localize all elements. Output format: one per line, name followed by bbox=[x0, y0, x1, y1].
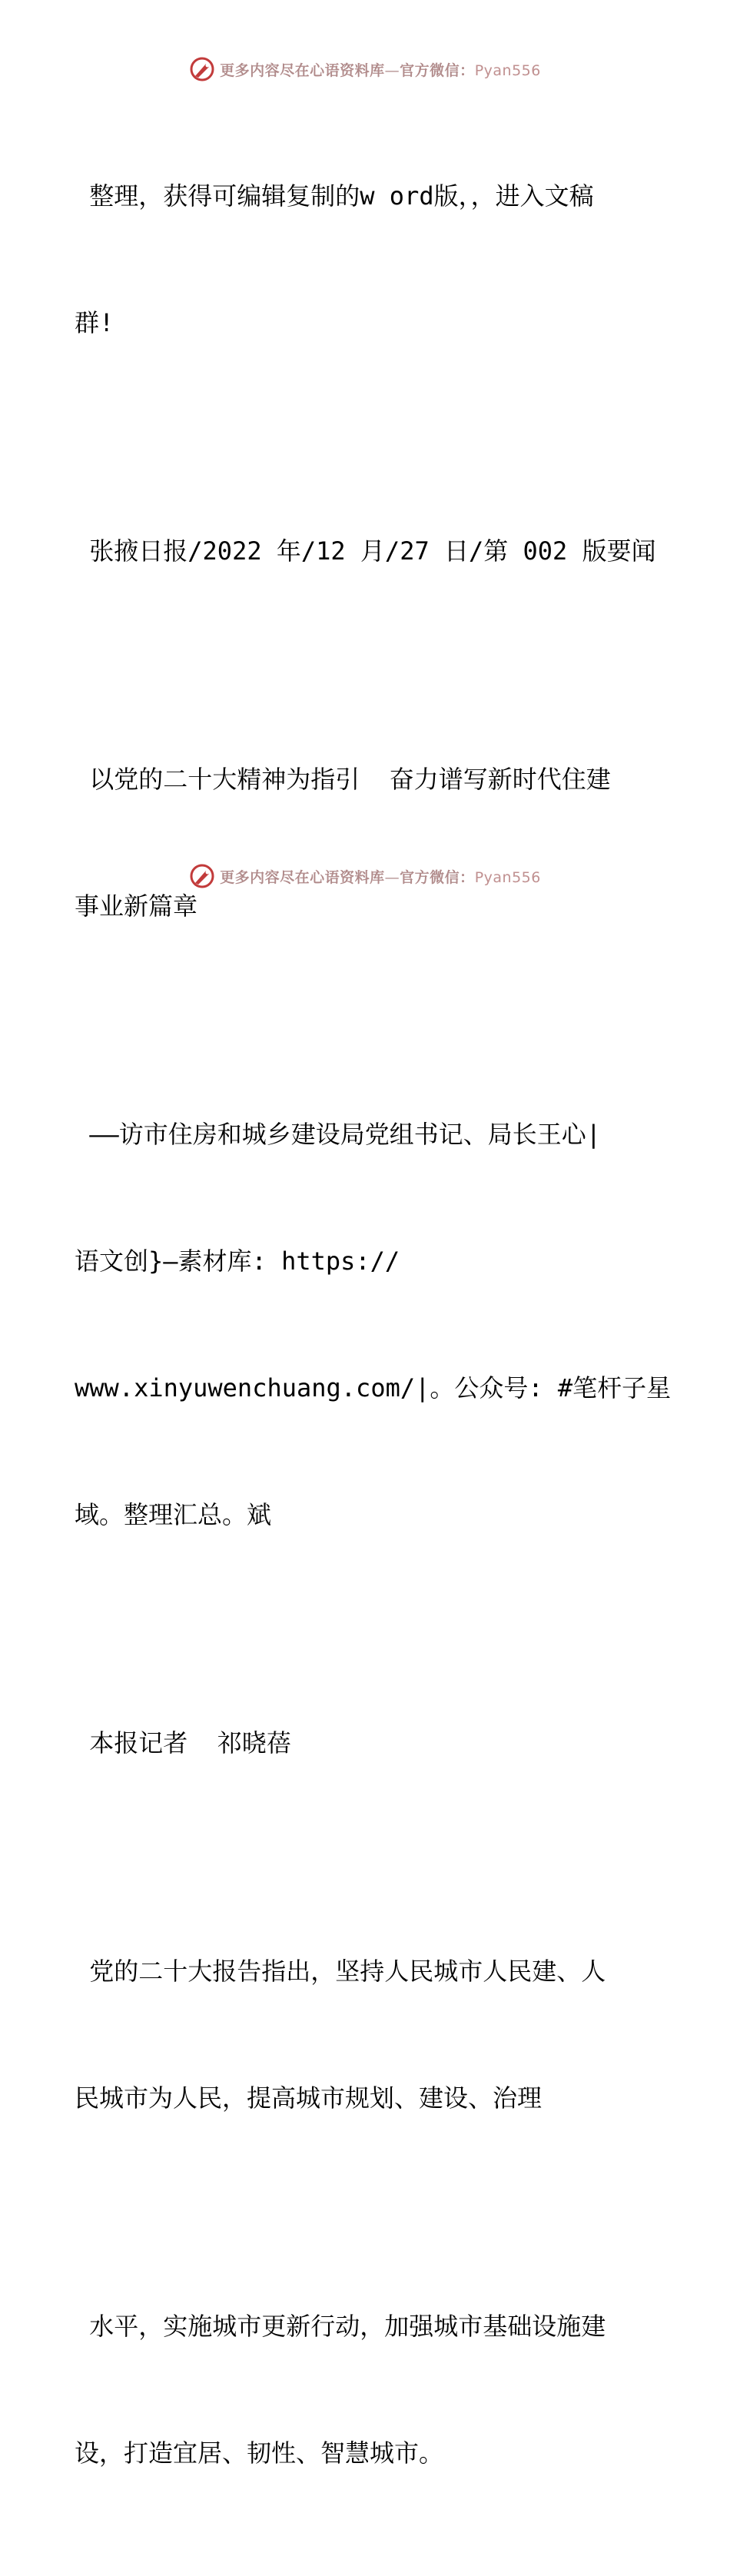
banner-text bbox=[220, 866, 541, 887]
banner-official-label: 官方微信： bbox=[400, 61, 475, 79]
paragraph-line: ——访市住房和城乡建设局党组书记、局长王心| bbox=[75, 1120, 602, 1149]
paragraph-line: www.xinyuwenchuang.com/|。公众号: #笔杆子星 bbox=[75, 1373, 672, 1403]
paragraph-line: 设，打造宜居、韧性、智慧城市。 bbox=[75, 2438, 444, 2468]
paragraph-line: 本报记者 祁晓蓓 bbox=[75, 1728, 291, 1758]
paragraph-line: 语文创}—素材库: https:// bbox=[75, 1247, 400, 1276]
banner-handle: Pyan556 bbox=[474, 868, 541, 886]
paragraph-intro bbox=[75, 91, 643, 429]
header-banner bbox=[0, 54, 730, 85]
banner-title: 更多内容尽在心语资料库 bbox=[220, 61, 385, 79]
pen-nib-circle-logo-icon bbox=[189, 56, 215, 82]
pen-nib-circle-logo-icon bbox=[189, 863, 215, 889]
paragraph-byline bbox=[75, 1638, 643, 1849]
paragraph-body-2 bbox=[75, 2221, 643, 2559]
paragraph-line: 以党的二十大精神为指引 奋力谱写新时代住建 bbox=[75, 765, 611, 794]
paragraph-headline bbox=[75, 674, 643, 1012]
footer-banner bbox=[0, 861, 730, 891]
paragraph-body-1 bbox=[75, 1866, 643, 2204]
banner-handle: Pyan556 bbox=[474, 61, 541, 79]
banner-official-label: 官方微信： bbox=[400, 868, 475, 886]
banner-separator: — bbox=[384, 868, 400, 886]
paragraph-line: 整理，获得可编辑复制的w ord版，，进入文稿 bbox=[75, 181, 594, 211]
paragraph-line: 事业新篇章 bbox=[75, 891, 198, 921]
paragraph-subheadline bbox=[75, 1029, 672, 1621]
banner-separator: — bbox=[384, 61, 400, 79]
paragraph-source bbox=[75, 446, 656, 657]
paragraph-line: 域。整理汇总。斌 bbox=[75, 1500, 272, 1529]
paragraph-line: 党的二十大报告指出，坚持人民城市人民建、人 bbox=[75, 1957, 606, 1986]
paragraph-line: 水平，实施城市更新行动，加强城市基础设施建 bbox=[75, 2312, 606, 2341]
banner-title: 更多内容尽在心语资料库 bbox=[220, 868, 385, 886]
banner-text bbox=[220, 59, 541, 80]
paragraph-line: 张掖日报/2022 年/12 月/27 日/第 002 版要闻 bbox=[75, 536, 656, 566]
paragraph-line: 群! bbox=[75, 308, 114, 337]
document-body bbox=[75, 91, 672, 2576]
paragraph-line: 民城市为人民，提高城市规划、建设、治理 bbox=[75, 2083, 543, 2113]
